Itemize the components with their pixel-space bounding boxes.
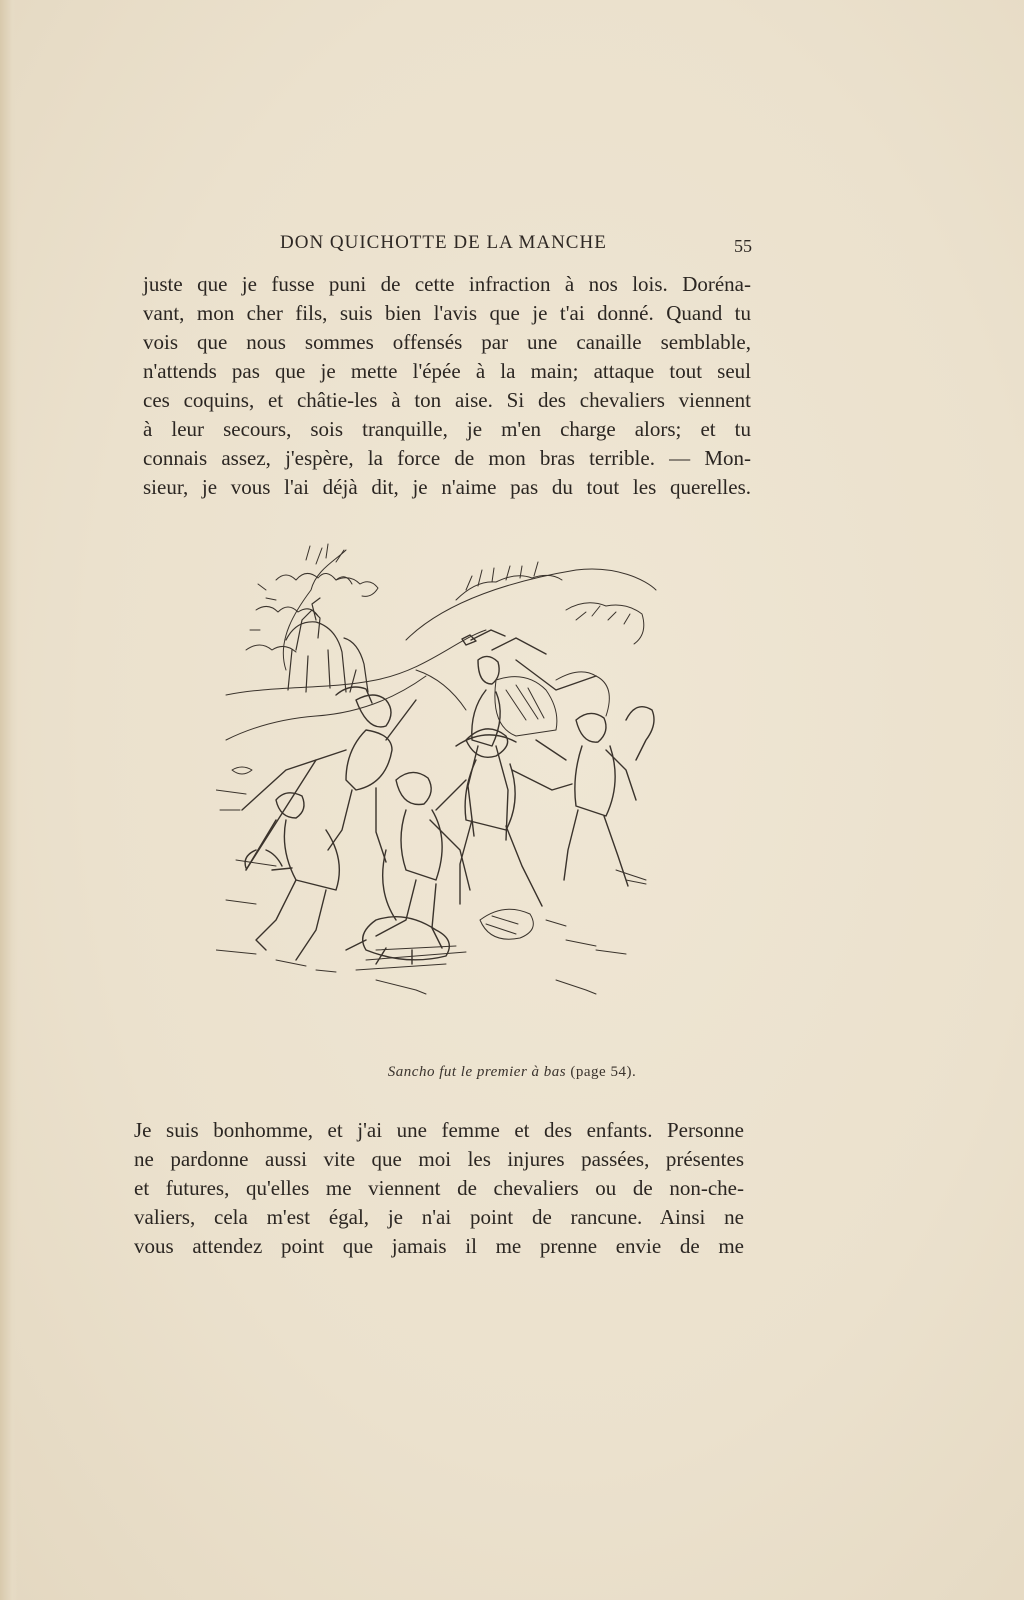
body-text-top: [143, 270, 751, 502]
running-head: DON QUICHOTTE DE LA MANCHE: [280, 232, 607, 253]
text-line: sieur, je vous l'ai déjà dit, je n'aime pas du tout les querelles.: [143, 475, 751, 499]
text-line: vous attendez point que jamais il me prenne envie de me: [134, 1234, 744, 1258]
text-line: n'attends pas que je mette l'épée à la main; attaque tout seul: [143, 359, 751, 383]
text-line: ne pardonne aussi vite que moi les injures passées, présentes: [134, 1147, 744, 1171]
rock: [495, 672, 609, 736]
text-line: connais assez, j'espère, la force de mon bras terrible. — Mon-: [143, 446, 751, 470]
text-line: vant, mon cher fils, suis bien l'avis que je t'ai donné. Quand tu: [143, 301, 751, 325]
figure-crouching: [245, 793, 339, 960]
body-text-bottom: [134, 1116, 744, 1261]
text-line: et futures, qu'elles me viennent de chevaliers ou de non-che-: [134, 1176, 744, 1200]
text-line: Je suis bonhomme, et j'ai une femme et des enfants. Personne: [134, 1118, 744, 1142]
figure-caption: [0, 1064, 1024, 1081]
ground: [216, 767, 646, 994]
page-binding-edge: [0, 0, 18, 1600]
caption-page-ref: (page 54).: [570, 1064, 637, 1080]
engraving-illustration: [216, 520, 666, 1040]
figure-right: [536, 707, 654, 886]
text-line: juste que je fusse puni de cette infraction à nos lois. Doréna-: [143, 272, 751, 296]
figure-hat: [436, 729, 572, 906]
figure-center: [346, 772, 470, 964]
text-line: valiers, cela m'est égal, je n'ai point de rancune. Ainsi ne: [134, 1205, 744, 1229]
text-line: vois que nous sommes offensés par une canaille semblable,: [143, 330, 751, 354]
tree-left: [246, 544, 378, 670]
text-line: ces coquins, et châtie-les à ton aise. Si des chevaliers viennent: [143, 388, 751, 412]
caption-text: Sancho fut le premier à bas: [387, 1064, 567, 1080]
page-number: 55: [734, 236, 752, 256]
text-line: à leur secours, sois tranquille, je m'en charge alors; et tu: [143, 417, 751, 441]
